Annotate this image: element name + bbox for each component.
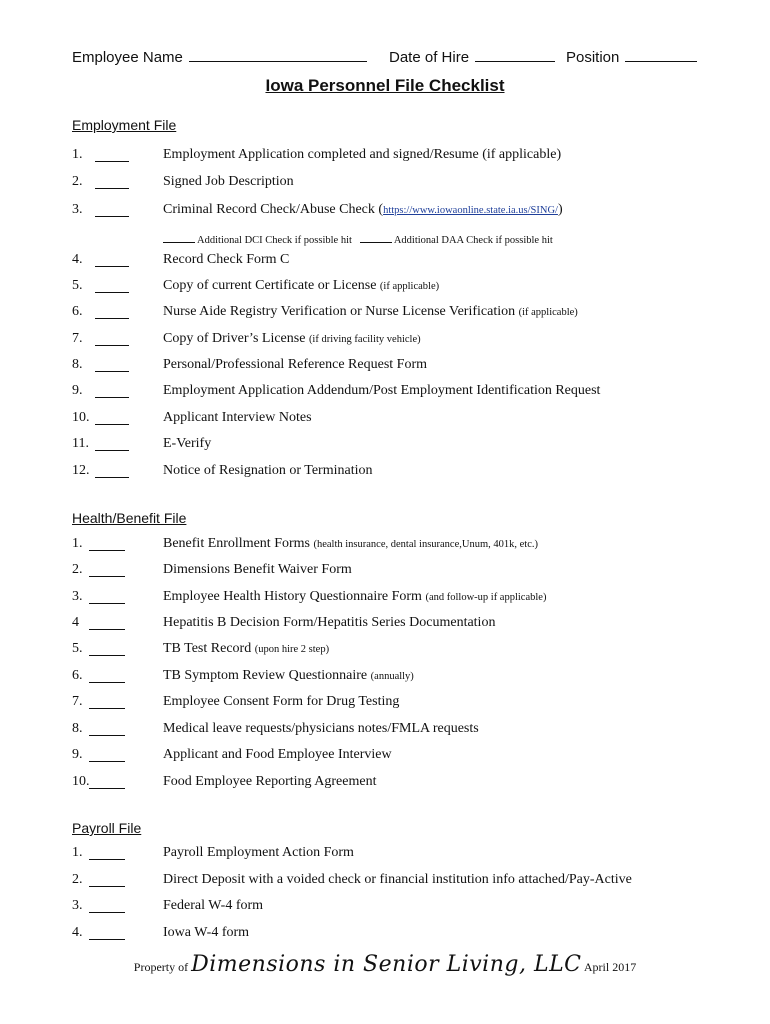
item-text	[163, 202, 563, 218]
checkbox-line[interactable]	[89, 670, 125, 683]
dci-check-label: Additional DCI Check if possible hit	[197, 235, 352, 246]
item-label: Food Employee Reporting Agreement	[163, 774, 377, 789]
checkbox-line[interactable]	[89, 591, 125, 604]
item-number: 8.	[72, 357, 83, 372]
item-label: Personal/Professional Reference Request Form	[163, 357, 427, 372]
item-text	[163, 925, 249, 941]
item-text	[163, 278, 439, 294]
item-label: Applicant and Food Employee Interview	[163, 747, 392, 762]
item-text	[163, 147, 561, 163]
item-label: Employment Application completed and signed/Resume (if applicable)	[163, 147, 562, 162]
item-label: E-Verify	[163, 436, 212, 451]
item-label: Signed Job Description	[163, 174, 294, 189]
item-number: 11.	[72, 436, 89, 451]
item-note: (if applicable)	[518, 307, 578, 318]
checkbox-line[interactable]	[89, 564, 125, 577]
item-text	[163, 436, 211, 452]
checkbox-line[interactable]	[95, 254, 129, 267]
item-label: Federal W-4 form	[163, 898, 264, 913]
item-label: Benefit Enrollment Forms	[163, 536, 310, 551]
item-number: 1.	[72, 147, 83, 162]
checkbox-line[interactable]	[95, 204, 129, 217]
daa-checkbox-line[interactable]	[360, 230, 392, 243]
date-of-hire-field[interactable]	[389, 47, 555, 66]
item-text	[163, 747, 392, 763]
item-number: 9.	[72, 747, 83, 762]
company-name: Dimensions in Senior Living, LLC	[191, 952, 582, 977]
date-of-hire-label: Date of Hire	[389, 49, 470, 66]
checkbox-line[interactable]	[95, 176, 129, 189]
dci-checkbox-line[interactable]	[163, 230, 195, 243]
employment-file-heading: Employment File	[72, 117, 177, 133]
item-note: (health insurance, dental insurance,Unum, 401k, etc.)	[313, 539, 538, 550]
item-text	[163, 536, 538, 552]
item-label: Medical leave requests/physicians notes/FMLA requests	[163, 721, 479, 736]
item-number: 2.	[72, 562, 83, 577]
item-label: Employee Health History Questionnaire Form	[163, 589, 422, 604]
item-number: 1.	[72, 536, 83, 551]
checkbox-line[interactable]	[89, 900, 125, 913]
checkbox-line[interactable]	[95, 412, 129, 425]
item-number: 10.	[72, 410, 90, 425]
item-text	[163, 898, 263, 914]
item-number: 5.	[72, 641, 83, 656]
registry-link[interactable]: https://www.iowaonline.state.ia.us/SING/	[383, 205, 558, 216]
checkbox-line[interactable]	[89, 749, 125, 762]
footer	[0, 952, 770, 977]
item-number: 12.	[72, 463, 90, 478]
item-number: 3.	[72, 202, 83, 217]
item-label: Dimensions Benefit Waiver Form	[163, 562, 352, 577]
item-label: TB Test Record	[163, 641, 252, 656]
item-number: 2.	[72, 872, 83, 887]
checkbox-line[interactable]	[89, 874, 125, 887]
position-field[interactable]	[566, 47, 697, 66]
item-label: Applicant Interview Notes	[163, 410, 312, 425]
item-label: Iowa W-4 form	[163, 925, 250, 940]
item-number: 4.	[72, 252, 83, 267]
item-label: TB Symptom Review Questionnaire	[163, 668, 368, 683]
item-number: 6.	[72, 668, 83, 683]
item-text	[163, 589, 546, 605]
item-text	[163, 845, 354, 861]
payroll-file-heading: Payroll File	[72, 820, 142, 836]
item-text	[163, 463, 373, 479]
item-number: 3.	[72, 589, 83, 604]
checkbox-line[interactable]	[95, 280, 129, 293]
item-label: Copy of Driver’s License	[163, 331, 306, 346]
item-text	[163, 410, 312, 426]
item-text	[163, 668, 414, 684]
item-label: Criminal Record Check/Abuse Check (	[163, 202, 384, 217]
item-number: 10.	[72, 774, 90, 789]
item-text	[163, 252, 289, 268]
checkbox-line[interactable]	[89, 723, 125, 736]
item-note: (annually)	[370, 671, 414, 682]
checkbox-line[interactable]	[95, 385, 129, 398]
item-text	[163, 562, 352, 578]
item-label: Notice of Resignation or Termination	[163, 463, 373, 478]
item-label: Employee Consent Form for Drug Testing	[163, 694, 400, 709]
item-text	[163, 721, 479, 737]
item-text	[163, 641, 329, 657]
checkbox-line[interactable]	[95, 306, 129, 319]
item-note: (if applicable)	[379, 281, 440, 292]
item-number: 4.	[72, 925, 83, 940]
item-label-close: )	[557, 202, 563, 217]
additional-checks-line	[163, 230, 553, 246]
item-note: (and follow-up if applicable)	[425, 592, 547, 603]
item-text	[163, 357, 427, 373]
item-label: Record Check Form C	[163, 252, 290, 267]
position-line[interactable]	[625, 47, 697, 62]
employee-name-line[interactable]	[189, 47, 367, 62]
checkbox-line[interactable]	[95, 149, 129, 162]
footer-date: April 2017	[583, 960, 637, 974]
checkbox-line[interactable]	[89, 696, 125, 709]
item-number: 3.	[72, 898, 83, 913]
checkbox-line[interactable]	[95, 438, 129, 451]
item-label: Nurse Aide Registry Verification or Nurse License Verification	[163, 304, 516, 319]
item-number: 6.	[72, 304, 83, 319]
item-text	[163, 331, 421, 347]
position-label: Position	[566, 49, 620, 66]
checkbox-line[interactable]	[89, 643, 125, 656]
checkbox-line[interactable]	[95, 333, 129, 346]
checkbox-line[interactable]	[89, 538, 125, 551]
daa-check-label: Additional DAA Check if possible hit	[393, 235, 553, 246]
item-number: 8.	[72, 721, 83, 736]
item-number: 2.	[72, 174, 83, 189]
item-label: Employment Application Addendum/Post Employment Identification Request	[163, 383, 601, 398]
footer-prefix: Property of	[133, 960, 189, 974]
item-number: 7.	[72, 331, 83, 346]
item-number: 1.	[72, 845, 83, 860]
page-title: Iowa Personnel File Checklist	[265, 76, 505, 95]
date-of-hire-line[interactable]	[475, 47, 555, 62]
item-text	[163, 174, 294, 190]
item-label: Copy of current Certificate or License	[163, 278, 377, 293]
item-number: 7.	[72, 694, 83, 709]
checkbox-line[interactable]	[89, 617, 125, 630]
item-text	[163, 774, 376, 790]
item-text	[163, 694, 399, 710]
item-label: Payroll Employment Action Form	[163, 845, 354, 860]
item-text	[163, 872, 632, 888]
item-note: (if driving facility vehicle)	[308, 334, 421, 345]
item-text	[163, 615, 495, 631]
checkbox-line[interactable]	[95, 465, 129, 478]
item-number: 9.	[72, 383, 83, 398]
employee-name-field[interactable]	[72, 47, 367, 66]
item-number: 4	[72, 615, 79, 630]
item-text	[163, 383, 600, 399]
item-text	[163, 304, 578, 320]
employee-name-label: Employee Name	[72, 49, 183, 66]
checkbox-line[interactable]	[95, 359, 129, 372]
checkbox-line[interactable]	[89, 847, 125, 860]
item-label: Direct Deposit with a voided check or financial institution info attached/Pay-Active	[163, 872, 632, 887]
checkbox-line[interactable]	[89, 927, 125, 940]
item-label: Hepatitis B Decision Form/Hepatitis Series Documentation	[163, 615, 496, 630]
item-number: 5.	[72, 278, 83, 293]
item-note: (upon hire 2 step)	[254, 644, 330, 655]
health-benefit-file-heading: Health/Benefit File	[72, 510, 187, 526]
checkbox-line[interactable]	[89, 776, 125, 789]
